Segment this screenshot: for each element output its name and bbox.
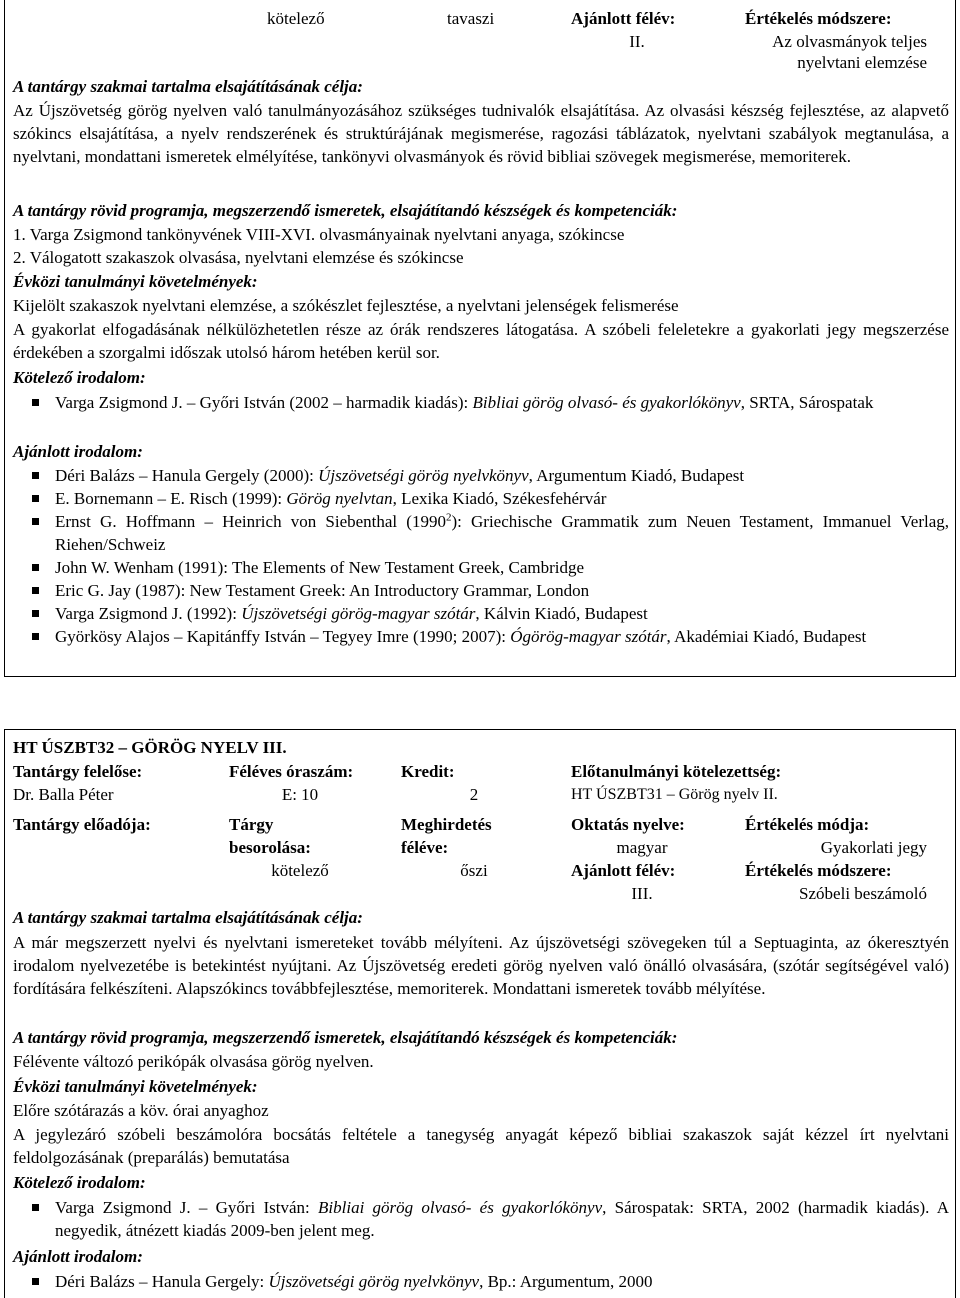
- classification-label-1: Tárgy: [229, 815, 274, 834]
- program-heading: A tantárgy rövid programja, megszerzendő ismeretek, elsajátítandó készségek és kompetenciák:: [13, 1028, 678, 1047]
- literature-item-post: , SRTA, Sárospatak: [740, 393, 874, 412]
- literature-item-post: , Bp.: Argumentum, 2000: [479, 1272, 653, 1291]
- evaluation-method-value-1: Az olvasmányok teljes: [772, 32, 927, 51]
- literature-item-pre: Eric G. Jay (1987): New Testament Greek: An Introductory Grammar, London: [55, 581, 590, 600]
- announcement-label-2: féléve:: [401, 838, 449, 857]
- hours-label: Féléves óraszám:: [229, 762, 354, 781]
- program-item-2: 2. Válogatott szakaszok olvasása, nyelvtani elemzése és szókincse: [13, 248, 464, 267]
- literature-item-sup: 2: [445, 511, 452, 524]
- hours-value: E: 10: [281, 785, 319, 804]
- recommended-literature-list: [13, 1270, 949, 1293]
- literature-item-title: Újszövetségi görög-magyar szótár: [241, 604, 476, 623]
- recommended-literature-heading: Ajánlott irodalom:: [13, 442, 143, 461]
- literature-item-post: , Akadémiai Kiadó, Budapest: [666, 627, 867, 646]
- literature-item-pre: John W. Wenham (1991): The Elements of New Testament Greek, Cambridge: [55, 558, 585, 577]
- evaluation-method-value: Szóbeli beszámoló: [799, 884, 927, 903]
- literature-item-pre: Györkösy Alajos – Kapitánffy István – Tegyey Imre (1990; 2007):: [55, 627, 511, 646]
- evaluation-method-label: Értékelés módszere:: [745, 861, 892, 880]
- literature-item-pre: E. Bornemann – E. Risch (1999):: [55, 489, 287, 508]
- program-item-1: 1. Varga Zsigmond tankönyvének VIII-XVI. olvasmányainak nyelvtani anyaga, szókincse: [13, 225, 625, 244]
- literature-item: [13, 625, 949, 648]
- literature-item-title: Bibliai görög olvasó- és gyakorlókönyv: [318, 1198, 603, 1217]
- program-heading: A tantárgy rövid programja, megszerzendő ismeretek, elsajátítandó készségek és kompetenciák:: [13, 201, 678, 220]
- literature-item-pre: Ernst G. Hoffmann – Heinrich von Siebenthal (1990: [55, 512, 446, 531]
- literature-item-pre: Varga Zsigmond J. – Győri István (2002 – harmadik kiadás):: [55, 393, 473, 412]
- mandatory-literature-list: [13, 391, 949, 414]
- program-text: Félévente változó perikópák olvasása görög nyelven.: [13, 1052, 374, 1071]
- literature-item: [13, 464, 949, 487]
- course-type-value: kötelező: [267, 9, 325, 28]
- recommended-literature-heading: Ajánlott irodalom:: [13, 1247, 143, 1266]
- requirements-heading: Évközi tanulmányi követelmények:: [13, 272, 258, 291]
- course-title: HT ÚSZBT32 – GÖRÖG NYELV III.: [13, 738, 287, 757]
- literature-item: [13, 391, 949, 414]
- evaluation-type-label: Értékelés módja:: [745, 815, 870, 834]
- literature-item-post: , Argumentum Kiadó, Budapest: [528, 466, 745, 485]
- literature-item: [13, 510, 949, 556]
- language-label: Oktatás nyelve:: [571, 815, 685, 834]
- literature-item-title: Újszövetségi görög nyelvkönyv: [318, 466, 529, 485]
- prerequisite-value: HT ÚSZBT31 – Görög nyelv II.: [571, 786, 778, 803]
- goal-heading: A tantárgy szakmai tartalma elsajátításának célja:: [13, 908, 363, 927]
- literature-item-mid: ): Griechische Grammatik zum Neuen Testament, Immanuel Verlag, Riehen/Schweiz: [55, 512, 950, 554]
- requirements-heading: Évközi tanulmányi követelmények:: [13, 1077, 258, 1096]
- recommended-literature-list: [13, 464, 949, 648]
- announcement-value: őszi: [460, 861, 488, 880]
- literature-item-pre: Déri Balázs – Hanula Gergely (2000):: [55, 466, 319, 485]
- literature-item-pre: Varga Zsigmond J. – Győri István:: [55, 1198, 319, 1217]
- responsible-value: Dr. Balla Péter: [13, 785, 114, 804]
- recommended-semester-label: Ajánlott félév:: [571, 861, 676, 880]
- language-value: magyar: [616, 838, 668, 857]
- classification-value: kötelező: [271, 861, 329, 880]
- requirements-text-2: A gyakorlat elfogadásának nélkülözhetetlen része az órák rendszeres látogatása. A szóbeli feleletekre a gyakorlati jegy megszerzése érdekében a szorgalmi időszak utolsó három hetében kerül sor.: [13, 320, 949, 362]
- literature-item: [13, 1270, 949, 1293]
- requirements-text-2: A jegylezáró szóbeli beszámolóra bocsátás feltétele a tanegység anyagát képező bibliai szakaszok saját kézzel írt nyelvtani feldolgozásának (preparálás) bemutatása: [13, 1125, 949, 1167]
- classification-label-2: besorolása:: [229, 838, 311, 857]
- literature-item: [13, 602, 949, 625]
- literature-item-title: Ógörög-magyar szótár: [510, 627, 667, 646]
- literature-item: [13, 1196, 949, 1242]
- announcement-label-1: Meghirdetés: [401, 815, 492, 834]
- evaluation-type-value: Gyakorlati jegy: [820, 838, 927, 857]
- course-sheet-2: [4, 729, 956, 1298]
- literature-item: [13, 579, 949, 602]
- literature-item-pre: Déri Balázs – Hanula Gergely:: [55, 1272, 269, 1291]
- mandatory-literature-heading: Kötelező irodalom:: [13, 368, 146, 387]
- requirements-text-1: Előre szótárazás a köv. órai anyaghoz: [13, 1101, 269, 1120]
- responsible-label: Tantárgy felelőse:: [13, 762, 143, 781]
- goal-text: Az Újszövetség görög nyelven való tanulmányozásához szükséges tudnivalók elsajátítása. Az olvasási készség fejlesztése, az alapvető szókincs elsajátítása, a nyelv rendszerének és struktúrájának megismerése, ragozási táblázatok, nyelvtani szabályok megtanulása, a nyelvtani, mondattani ismeretek elmélyítése, tankönyvi olvasmányok és rövid bibliai szövegek megismerése, memoriterek.: [13, 101, 949, 166]
- prerequisite-label: Előtanulmányi kötelezettség:: [571, 762, 782, 781]
- mandatory-literature-list: [13, 1196, 949, 1242]
- literature-item-pre: Varga Zsigmond J. (1992):: [55, 604, 242, 623]
- credit-label: Kredit:: [401, 762, 455, 781]
- evaluation-method-label: Értékelés módszere:: [745, 9, 892, 28]
- credit-value: 2: [469, 785, 479, 804]
- lecturer-label: Tantárgy előadója:: [13, 815, 151, 834]
- literature-item-title: Bibliai görög olvasó- és gyakorlókönyv: [472, 393, 741, 412]
- evaluation-method-value-2: nyelvtani elemzése: [797, 53, 927, 72]
- recommended-semester-value: III.: [631, 884, 653, 903]
- literature-item-title: Görög nyelvtan: [286, 489, 393, 508]
- semester-value: tavaszi: [447, 9, 495, 28]
- course-sheet-1: [4, 0, 956, 677]
- goal-text: A már megszerzett nyelvi és nyelvtani ismereteket tovább mélyíteni. Az újszövetségi szövegeken túl a Septuaginta, az ókeresztyén irodalom nyelvezetébe is betekintést nyújtani. Az Újszövetség eredeti görög nyelven való önálló olvasására, (szótár segítségével való) fordítására felkészíteni. Alapszókincs továbbfejlesztése, memoriterek. Mondattani ismeretek tovább mélyítése.: [13, 933, 949, 998]
- literature-item: [13, 487, 949, 510]
- literature-item-title: Újszövetségi görög nyelvkönyv: [268, 1272, 480, 1291]
- literature-item-post: , Kálvin Kiadó, Budapest: [475, 604, 648, 623]
- recommended-semester-label: Ajánlott félév:: [571, 9, 676, 28]
- goal-heading: A tantárgy szakmai tartalma elsajátításának célja:: [13, 77, 363, 96]
- requirements-text-1: Kijelölt szakaszok nyelvtani elemzése, a szókészlet fejlesztése, a nyelvtani jelenségek felismerése: [13, 296, 679, 315]
- literature-item: [13, 556, 949, 579]
- literature-item-post: , Lexika Kiadó, Székesfehérvár: [392, 489, 607, 508]
- literature-item-post: , Sárospatak: SRTA, 2002 (harmadik kiadás). A negyedik, átnézett kiadás 2009-ben jelent meg.: [55, 1198, 949, 1240]
- mandatory-literature-heading: Kötelező irodalom:: [13, 1173, 146, 1192]
- recommended-semester-value: II.: [629, 32, 645, 51]
